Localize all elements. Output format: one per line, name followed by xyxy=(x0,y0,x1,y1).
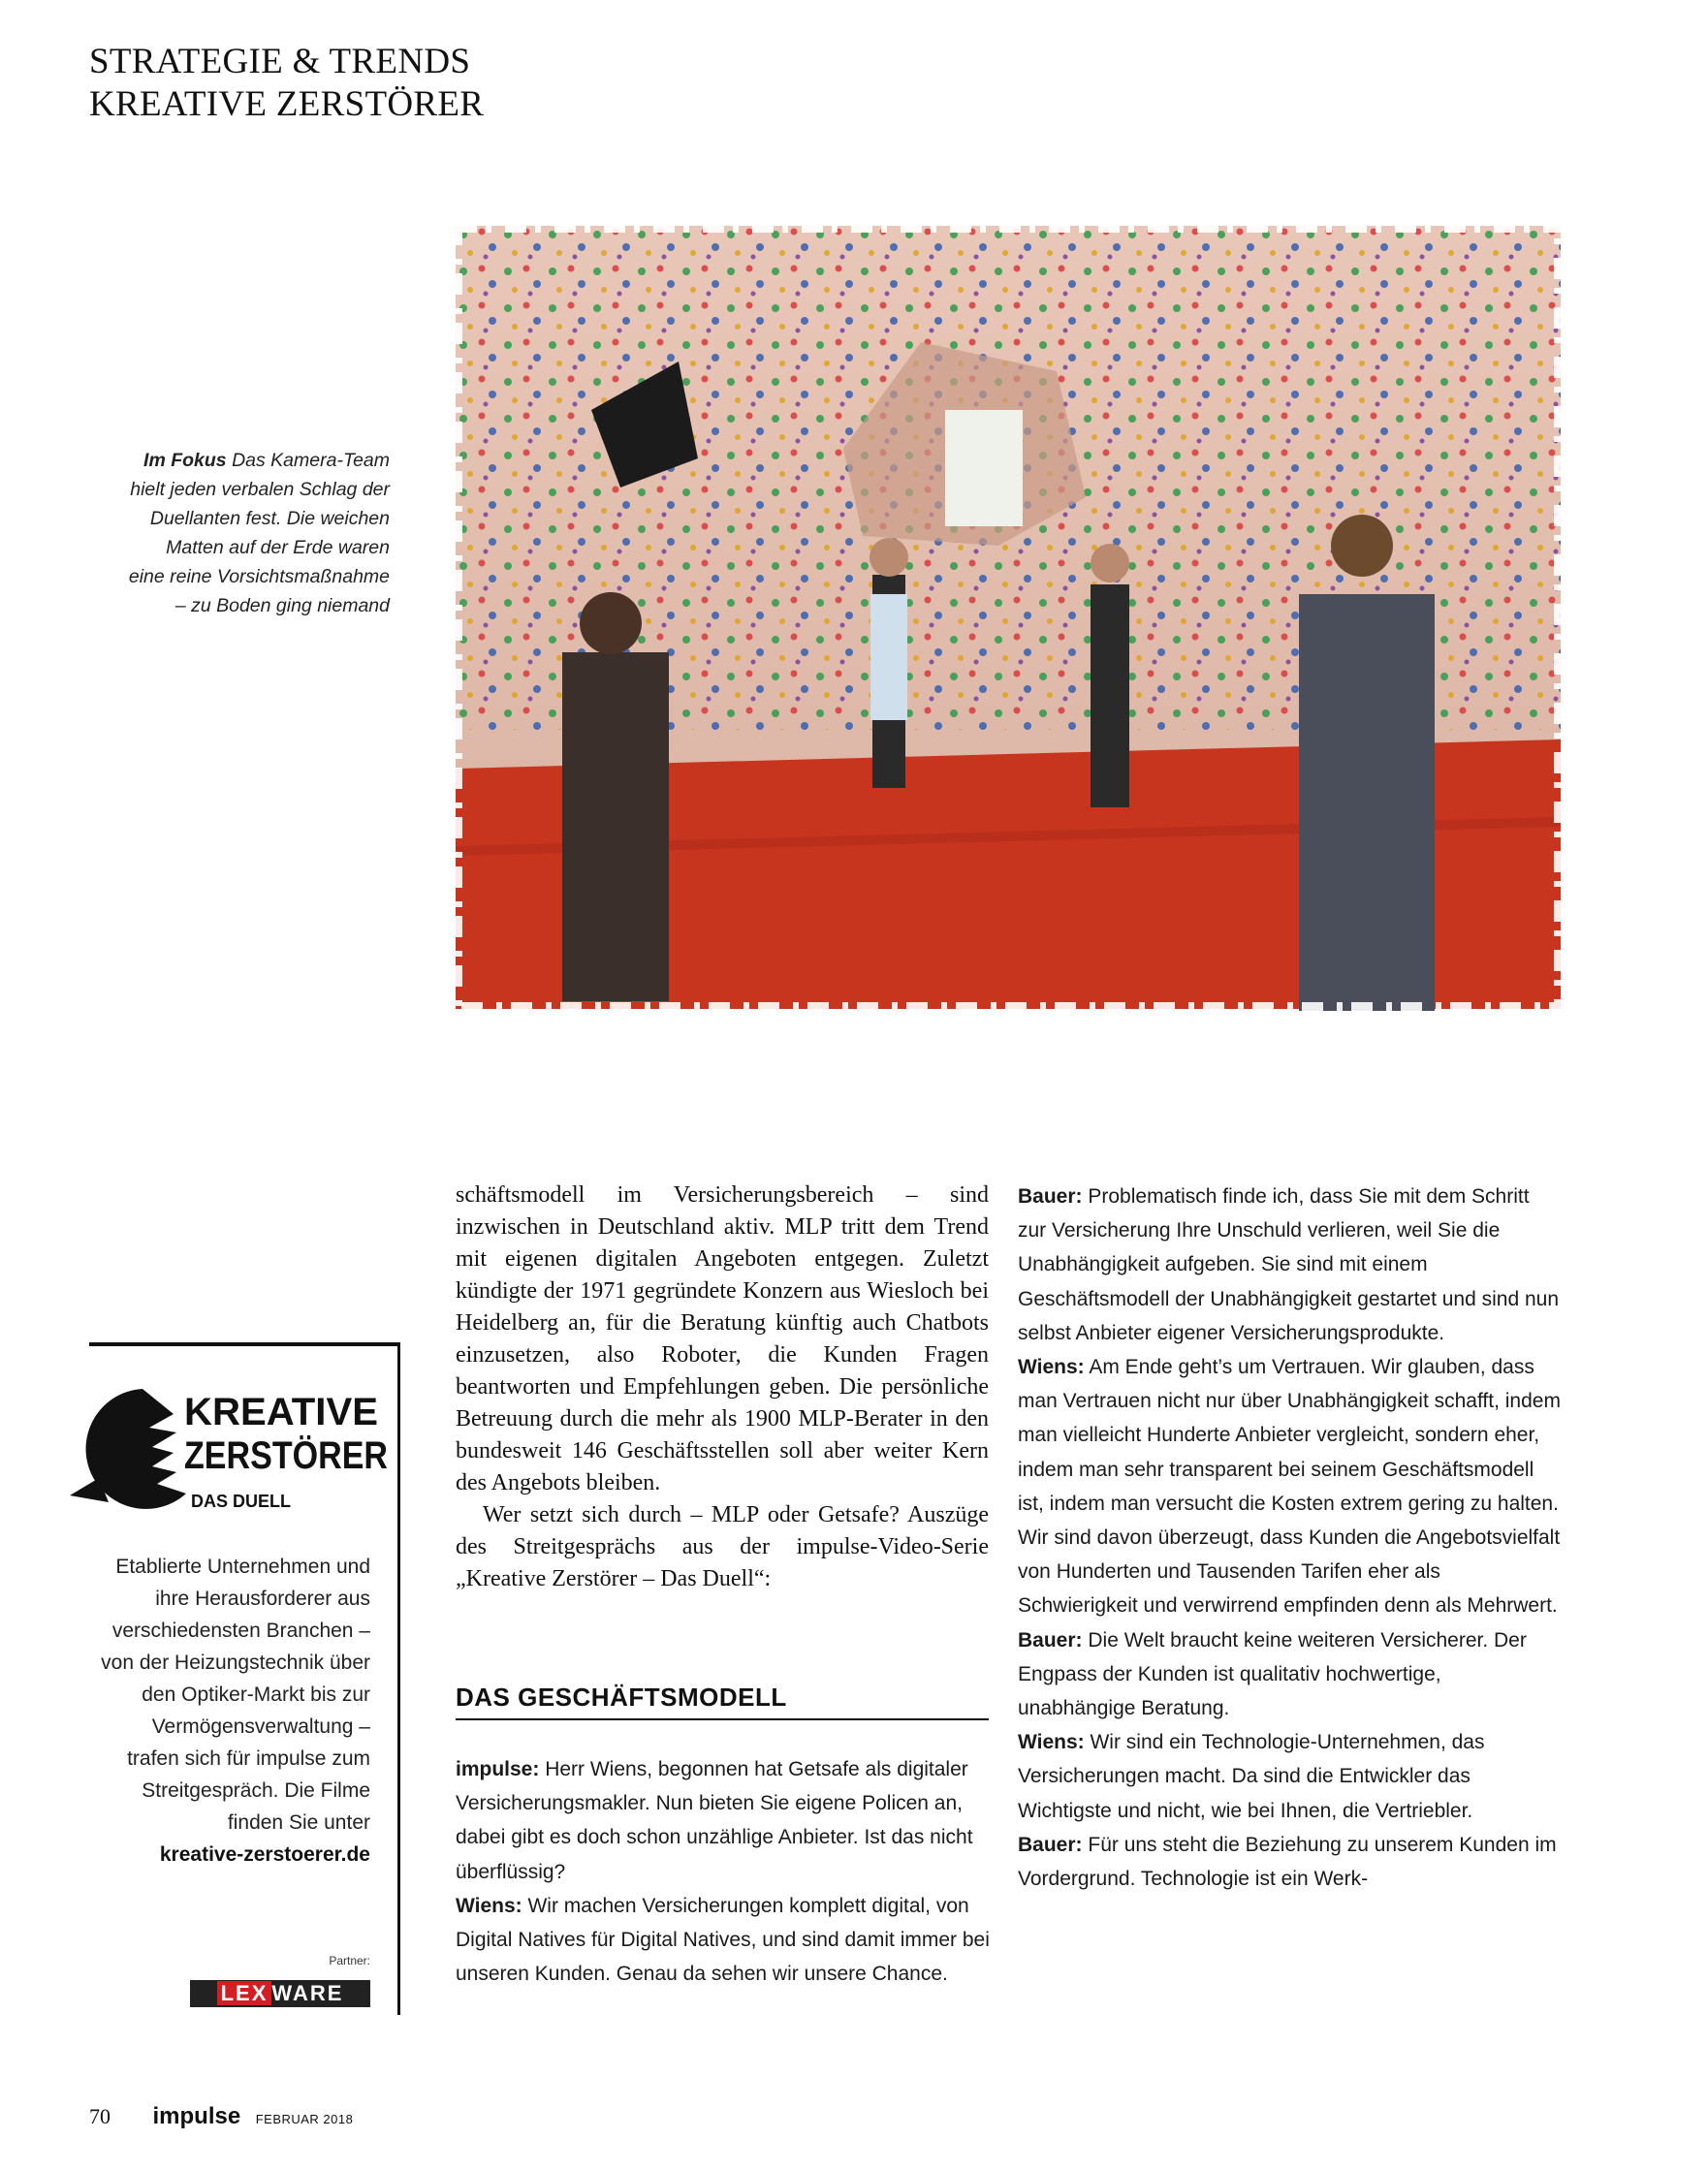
dialog-text: Problematisch finde ich, dass Sie mit dem Schritt zur Versicherung Ihre Unschuld verlieren, weil Sie die Unabhängigkeit aufgeben. Sie sind mit einem Geschäftsmodell der Unabhängigkeit gestartet und sind nun selbst Anbieter eigener Versicherungsprodukte. xyxy=(1018,1185,1560,1344)
dialog-text: Am Ende geht’s um Vertrauen. Wir glauben, dass man Vertrauen nicht nur über Unabhängigkeit schafft, indem man vielleicht Hunderte Anbieter vergleicht, sondern eher, indem man sehr transparent bei seinem Geschäftsmodell ist, indem man versucht die Kosten extrem gering zu halten. Wir sind davon überzeugt, dass Kunden die Angebotsvielfalt von Hunderten und Tausenden Tarifen eher als Schwierigkeit und verwirrend empfinden denn als Mehrwert. xyxy=(1018,1356,1561,1618)
dialog-entry xyxy=(1018,1725,1561,1828)
footer-issue: FEBRUAR 2018 xyxy=(255,2112,354,2126)
dialog-text: Herr Wiens, begonnen hat Getsafe als digitaler Versicherungsmakler. Nun bieten Sie eigene Policen an, dabei gibt es doch schon unzählige Anbieter. Ist das nicht überflüssig? xyxy=(456,1758,973,1883)
footer-brand: impulse xyxy=(152,2103,241,2129)
caption-lead: Im Fokus xyxy=(143,450,227,471)
climbing-hall-photo xyxy=(456,226,1561,1009)
dialog-text: Für uns steht die Beziehung zu unserem Kunden im Vordergrund. Technologie ist ein Werk- xyxy=(1018,1833,1557,1891)
section-header xyxy=(89,41,484,126)
photo-caption xyxy=(126,446,390,620)
dialog-text: Wir sind ein Technologie-Unternehmen, das Versicherungen macht. Da sind die Entwickler das Wichtigste und nicht, wie bei Ihnen, die Vertriebler. xyxy=(1018,1731,1485,1822)
dialog-speaker: Bauer: xyxy=(1018,1833,1083,1856)
dialog-speaker: Wiens: xyxy=(1018,1731,1085,1754)
dialog-text: Wir machen Versicherungen komplett digital, von Digital Natives für Digital Natives, und sind damit immer bei unseren Kunden. Genau da sehen wir unsere Chance. xyxy=(456,1894,990,1986)
page-footer xyxy=(89,2103,353,2130)
lexware-logo xyxy=(190,1980,370,2007)
caption-text: Das Kamera-Team hielt jeden verbalen Schlag der Duellanten fest. Die weichen Matten auf der Erde waren eine reine Vorsichtsmaßnahme – zu Boden ging niemand xyxy=(128,450,390,616)
dialog-entry xyxy=(1018,1350,1561,1623)
section-header-line2: KREATIVE ZERSTÖRER xyxy=(89,84,485,124)
logo-line2: ZERSTÖRER xyxy=(184,1434,424,1477)
interview-column-2 xyxy=(456,1752,998,1991)
dialog-speaker: Bauer: xyxy=(1018,1185,1083,1208)
kreative-zerstoerer-logo xyxy=(70,1381,424,1526)
logo-line3: DAS DUELL xyxy=(191,1492,291,1511)
lexware-logo-lex: LEX xyxy=(217,1981,272,2005)
dialog-entry xyxy=(1018,1828,1561,1896)
sidebar-text xyxy=(97,1551,370,1871)
dialog-speaker: Wiens: xyxy=(1018,1356,1085,1379)
dialog-entry xyxy=(456,1752,998,1889)
dialog-entry xyxy=(1018,1623,1561,1726)
section-header-line1: STRATEGIE & TRENDS xyxy=(89,42,471,81)
intro-column xyxy=(456,1180,989,1595)
logo-line1: KREATIVE xyxy=(184,1391,378,1433)
sidebar-url: kreative-zerstoerer.de xyxy=(159,1843,370,1866)
dialog-speaker: Bauer: xyxy=(1018,1628,1083,1652)
dialog-entry xyxy=(1018,1180,1561,1350)
lexware-logo-ware: WARE xyxy=(271,1981,344,2005)
section-title: DAS GESCHÄFTSMODELL xyxy=(456,1683,989,1720)
dialog-speaker: impulse: xyxy=(456,1758,540,1780)
page-number: 70 xyxy=(89,2104,111,2128)
dialog-entry xyxy=(456,1889,998,1992)
sidebar-description: Etablierte Unternehmen und ihre Herausforderer aus verschiedensten Branchen – von der Heizungstechnik über den Optiker-Markt bis zur Vermögensverwaltung – trafen sich für impulse zum Streitgespräch. Die Filme finden Sie unter xyxy=(101,1556,370,1834)
partner-label: Partner: xyxy=(329,1954,370,1967)
dialog-text: Die Welt braucht keine weiteren Versicherer. Der Engpass der Kunden ist qualitativ hochwertige, unabhängige Beratung. xyxy=(1018,1628,1527,1720)
interview-column-3 xyxy=(1018,1180,1561,1896)
intro-paragraph-2: Wer setzt sich durch – MLP oder Getsafe? Auszüge des Streitgesprächs aus der impulse-Video-Serie „Kreative Zerstörer – Das Duell“: xyxy=(456,1502,989,1591)
dialog-speaker: Wiens: xyxy=(456,1894,522,1917)
intro-paragraph-1: schäftsmodell im Versicherungsbereich – sind inzwischen in Deutschland aktiv. MLP tritt dem Trend mit eigenen digitalen Angeboten entgegen. Zuletzt kündigte der 1971 gegründete Konzern aus Wiesloch bei Heidelberg an, für die Beratung künftig auch Chatbots einzusetzen, also Roboter, die Kunden Fragen beantworten und Empfehlungen geben. Die persönliche Betreuung durch die mehr als 1900 MLP-Berater in den bundesweit 146 Geschäftsstellen soll aber weiter Kern des Angebots bleiben. xyxy=(456,1182,989,1495)
